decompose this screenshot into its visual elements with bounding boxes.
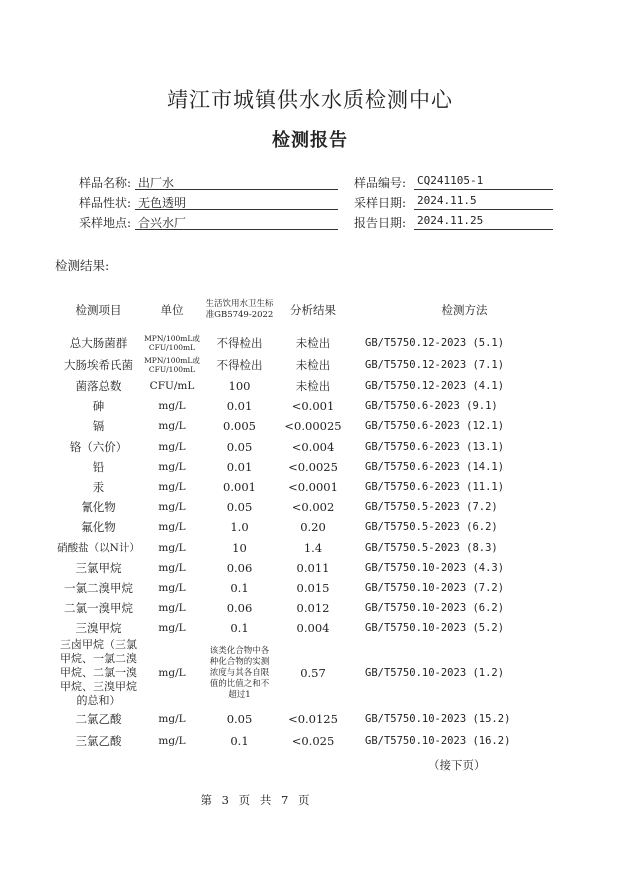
- cell-method: GB/T5750.6-2023 (9.1): [365, 400, 498, 413]
- cell-standard: 100: [228, 379, 251, 394]
- cell-item: 氟化物: [81, 520, 116, 535]
- results-label: 检测结果:: [55, 258, 110, 273]
- sampling-location-field: [55, 214, 285, 230]
- cell-unit: mg/L: [158, 481, 186, 494]
- cell-result: 0.20: [300, 520, 326, 535]
- cell-result: 0.015: [296, 580, 330, 595]
- cell-standard: 0.06: [226, 601, 253, 616]
- cell-standard: 0.01: [226, 399, 253, 414]
- header-result: 分析结果: [290, 302, 336, 317]
- cell-method: GB/T5750.10-2023 (15.2): [365, 713, 511, 726]
- continued-note: （接下页）: [428, 758, 486, 772]
- cell-standard: 0.1: [230, 621, 249, 636]
- results-table: [55, 287, 580, 752]
- table-row: [55, 332, 580, 354]
- table-row: [55, 376, 580, 396]
- header-item: 检测项目: [75, 302, 122, 317]
- cell-item: 铬（六价）: [69, 439, 128, 454]
- cell-standard: 不得检出: [216, 336, 263, 350]
- cell-standard: 0.1: [230, 580, 249, 595]
- cell-unit: mg/L: [158, 460, 186, 473]
- cell-method: GB/T5750.10-2023 (7.2): [365, 581, 505, 594]
- cell-item-text: 三卤甲烷（三氯甲烷、一氯二溴甲烷、二氯一溴甲烷、三溴甲烷的总和）: [60, 638, 137, 708]
- sampling-location-label: 采样地点:: [78, 216, 131, 230]
- cell-standard: 不得检出: [216, 358, 263, 372]
- cell-result: <0.002: [291, 500, 335, 515]
- cell-result: 0.57: [300, 666, 326, 681]
- cell-unit: mg/L: [158, 501, 186, 514]
- table-row: [55, 416, 580, 436]
- cell-result: 0.004: [296, 621, 330, 636]
- cell-unit: mg/L: [158, 440, 186, 453]
- cell-item: 氰化物: [81, 500, 116, 515]
- cell-item: 硝酸盐（以N计）: [57, 542, 140, 555]
- cell-result: <0.0025: [288, 459, 338, 474]
- cell-item: 铅: [92, 459, 105, 474]
- cell-result: <0.001: [291, 399, 335, 414]
- cell-unit-text: MPN/100mL或CFU/100mL: [144, 356, 200, 374]
- cell-method: GB/T5750.5-2023 (6.2): [365, 521, 498, 534]
- cell-unit: mg/L: [158, 622, 186, 635]
- cell-method: GB/T5750.12-2023 (5.1): [365, 337, 505, 349]
- cell-result: 未检出: [295, 336, 331, 350]
- cell-standard: 0.05: [226, 712, 253, 727]
- cell-unit: mg/L: [158, 602, 186, 615]
- header-unit: 单位: [160, 302, 184, 317]
- cell-method: GB/T5750.5-2023 (8.3): [365, 541, 498, 554]
- cell-standard: 0.005: [223, 419, 256, 434]
- sampling-location-value: 合兴水厂: [135, 214, 338, 230]
- cell-standard: [202, 638, 277, 708]
- table-row: [55, 538, 580, 558]
- cell-item: 砷: [92, 399, 105, 414]
- table-row: [55, 730, 580, 752]
- cell-result: 1.4: [303, 540, 323, 555]
- table-row: [55, 558, 580, 578]
- sample-number-value: CQ241105-1: [414, 174, 553, 190]
- table-header-row: [55, 287, 580, 332]
- cell-unit: mg/L: [158, 735, 186, 748]
- table-row: [55, 457, 580, 477]
- sample-name-field: [55, 174, 285, 190]
- cell-item: 镉: [92, 419, 105, 434]
- cell-item: 大肠埃希氏菌: [64, 358, 133, 372]
- report-date-label: 报告日期:: [353, 216, 406, 230]
- cell-result: <0.0001: [288, 480, 338, 495]
- table-row: [55, 708, 580, 730]
- cell-standard: 0.001: [223, 480, 256, 495]
- cell-unit: mg/L: [158, 713, 186, 726]
- table-row: [55, 396, 580, 416]
- cell-item: 总大肠菌群: [69, 336, 128, 350]
- cell-method: GB/T5750.6-2023 (13.1): [365, 440, 505, 453]
- header-standard-text: 生活饮用水卫生标准GB5749-2022: [205, 298, 274, 320]
- cell-standard: 10: [232, 540, 247, 555]
- cell-unit: [142, 332, 202, 354]
- cell-result: 0.012: [296, 601, 330, 616]
- cell-result: 未检出: [295, 379, 331, 394]
- cell-unit: mg/L: [158, 667, 186, 680]
- cell-standard: 0.05: [226, 439, 253, 454]
- cell-unit: mg/L: [158, 400, 186, 413]
- sample-name-value: 出厂水: [135, 174, 338, 190]
- sampling-date-label: 采样日期:: [353, 196, 406, 210]
- cell-unit: mg/L: [158, 521, 186, 534]
- cell-standard: 1.0: [230, 520, 249, 535]
- report-date-field: [330, 214, 560, 230]
- header-method: 检测方法: [441, 302, 488, 317]
- cell-unit: mg/L: [158, 420, 186, 433]
- cell-unit: mg/L: [158, 561, 186, 574]
- table-row: [55, 477, 580, 497]
- sample-appearance-label: 样品性状:: [78, 196, 131, 210]
- sample-appearance-value: 无色透明: [135, 194, 338, 210]
- cell-standard: 0.1: [230, 734, 249, 749]
- cell-item: 三氯乙酸: [75, 734, 122, 749]
- sampling-date-field: [330, 194, 560, 210]
- cell-item: [55, 638, 142, 708]
- cell-method: GB/T5750.10-2023 (1.2): [365, 667, 505, 680]
- sampling-date-value: 2024.11.5: [414, 194, 553, 210]
- table-row: [55, 578, 580, 598]
- cell-item: 三氯甲烷: [75, 560, 122, 575]
- cell-item: 汞: [92, 480, 105, 495]
- cell-standard: 0.06: [226, 560, 253, 575]
- cell-unit: [142, 354, 202, 376]
- cell-item: 二氯乙酸: [75, 712, 122, 727]
- cell-unit: CFU/mL: [149, 380, 195, 393]
- organization-name: 靖江市城镇供水水质检测中心: [167, 88, 453, 112]
- cell-unit: mg/L: [158, 541, 186, 554]
- cell-method: GB/T5750.10-2023 (5.2): [365, 622, 505, 635]
- cell-item: 三溴甲烷: [75, 621, 122, 636]
- cell-unit-text: MPN/100mL或CFU/100mL: [144, 334, 200, 352]
- cell-method: GB/T5750.6-2023 (11.1): [365, 481, 505, 494]
- sample-number-label: 样品编号:: [353, 176, 406, 190]
- sample-number-field: [330, 174, 560, 190]
- sample-appearance-field: [55, 194, 285, 210]
- cell-method: GB/T5750.6-2023 (12.1): [365, 420, 505, 433]
- sample-name-label: 样品名称:: [78, 176, 131, 190]
- cell-result: <0.025: [291, 734, 335, 749]
- cell-method: GB/T5750.12-2023 (7.1): [365, 359, 505, 371]
- cell-method: GB/T5750.10-2023 (6.2): [365, 602, 505, 615]
- table-row: [55, 517, 580, 537]
- table-row: [55, 638, 580, 708]
- report-title: 检测报告: [272, 130, 348, 151]
- table-row: [55, 598, 580, 618]
- report-date-value: 2024.11.25: [414, 214, 553, 230]
- page-number: 第 3 页 共 7 页: [200, 793, 310, 807]
- cell-item: 一氯二溴甲烷: [64, 580, 133, 595]
- cell-result: <0.004: [291, 439, 335, 454]
- cell-unit: mg/L: [158, 581, 186, 594]
- cell-standard-text: 该类化合物中各种化合物的实测浓度与其各自限值的比值之和不超过1: [209, 645, 270, 700]
- cell-standard: 0.05: [226, 500, 253, 515]
- cell-result: 未检出: [295, 358, 331, 372]
- cell-method: GB/T5750.12-2023 (4.1): [365, 380, 505, 393]
- table-row: [55, 497, 580, 517]
- table-row: [55, 437, 580, 457]
- cell-item: 二氯一溴甲烷: [64, 601, 133, 616]
- cell-result: <0.00025: [284, 419, 342, 434]
- cell-standard: 0.01: [226, 459, 253, 474]
- cell-method: GB/T5750.5-2023 (7.2): [365, 501, 498, 514]
- cell-method: GB/T5750.10-2023 (16.2): [365, 735, 511, 748]
- table-row: [55, 354, 580, 376]
- table-row: [55, 618, 580, 638]
- cell-result: 0.011: [296, 560, 330, 575]
- cell-item: 菌落总数: [75, 379, 122, 394]
- header-standard: [202, 287, 277, 332]
- cell-result: <0.0125: [288, 712, 338, 727]
- cell-method: GB/T5750.10-2023 (4.3): [365, 561, 505, 574]
- cell-method: GB/T5750.6-2023 (14.1): [365, 460, 505, 473]
